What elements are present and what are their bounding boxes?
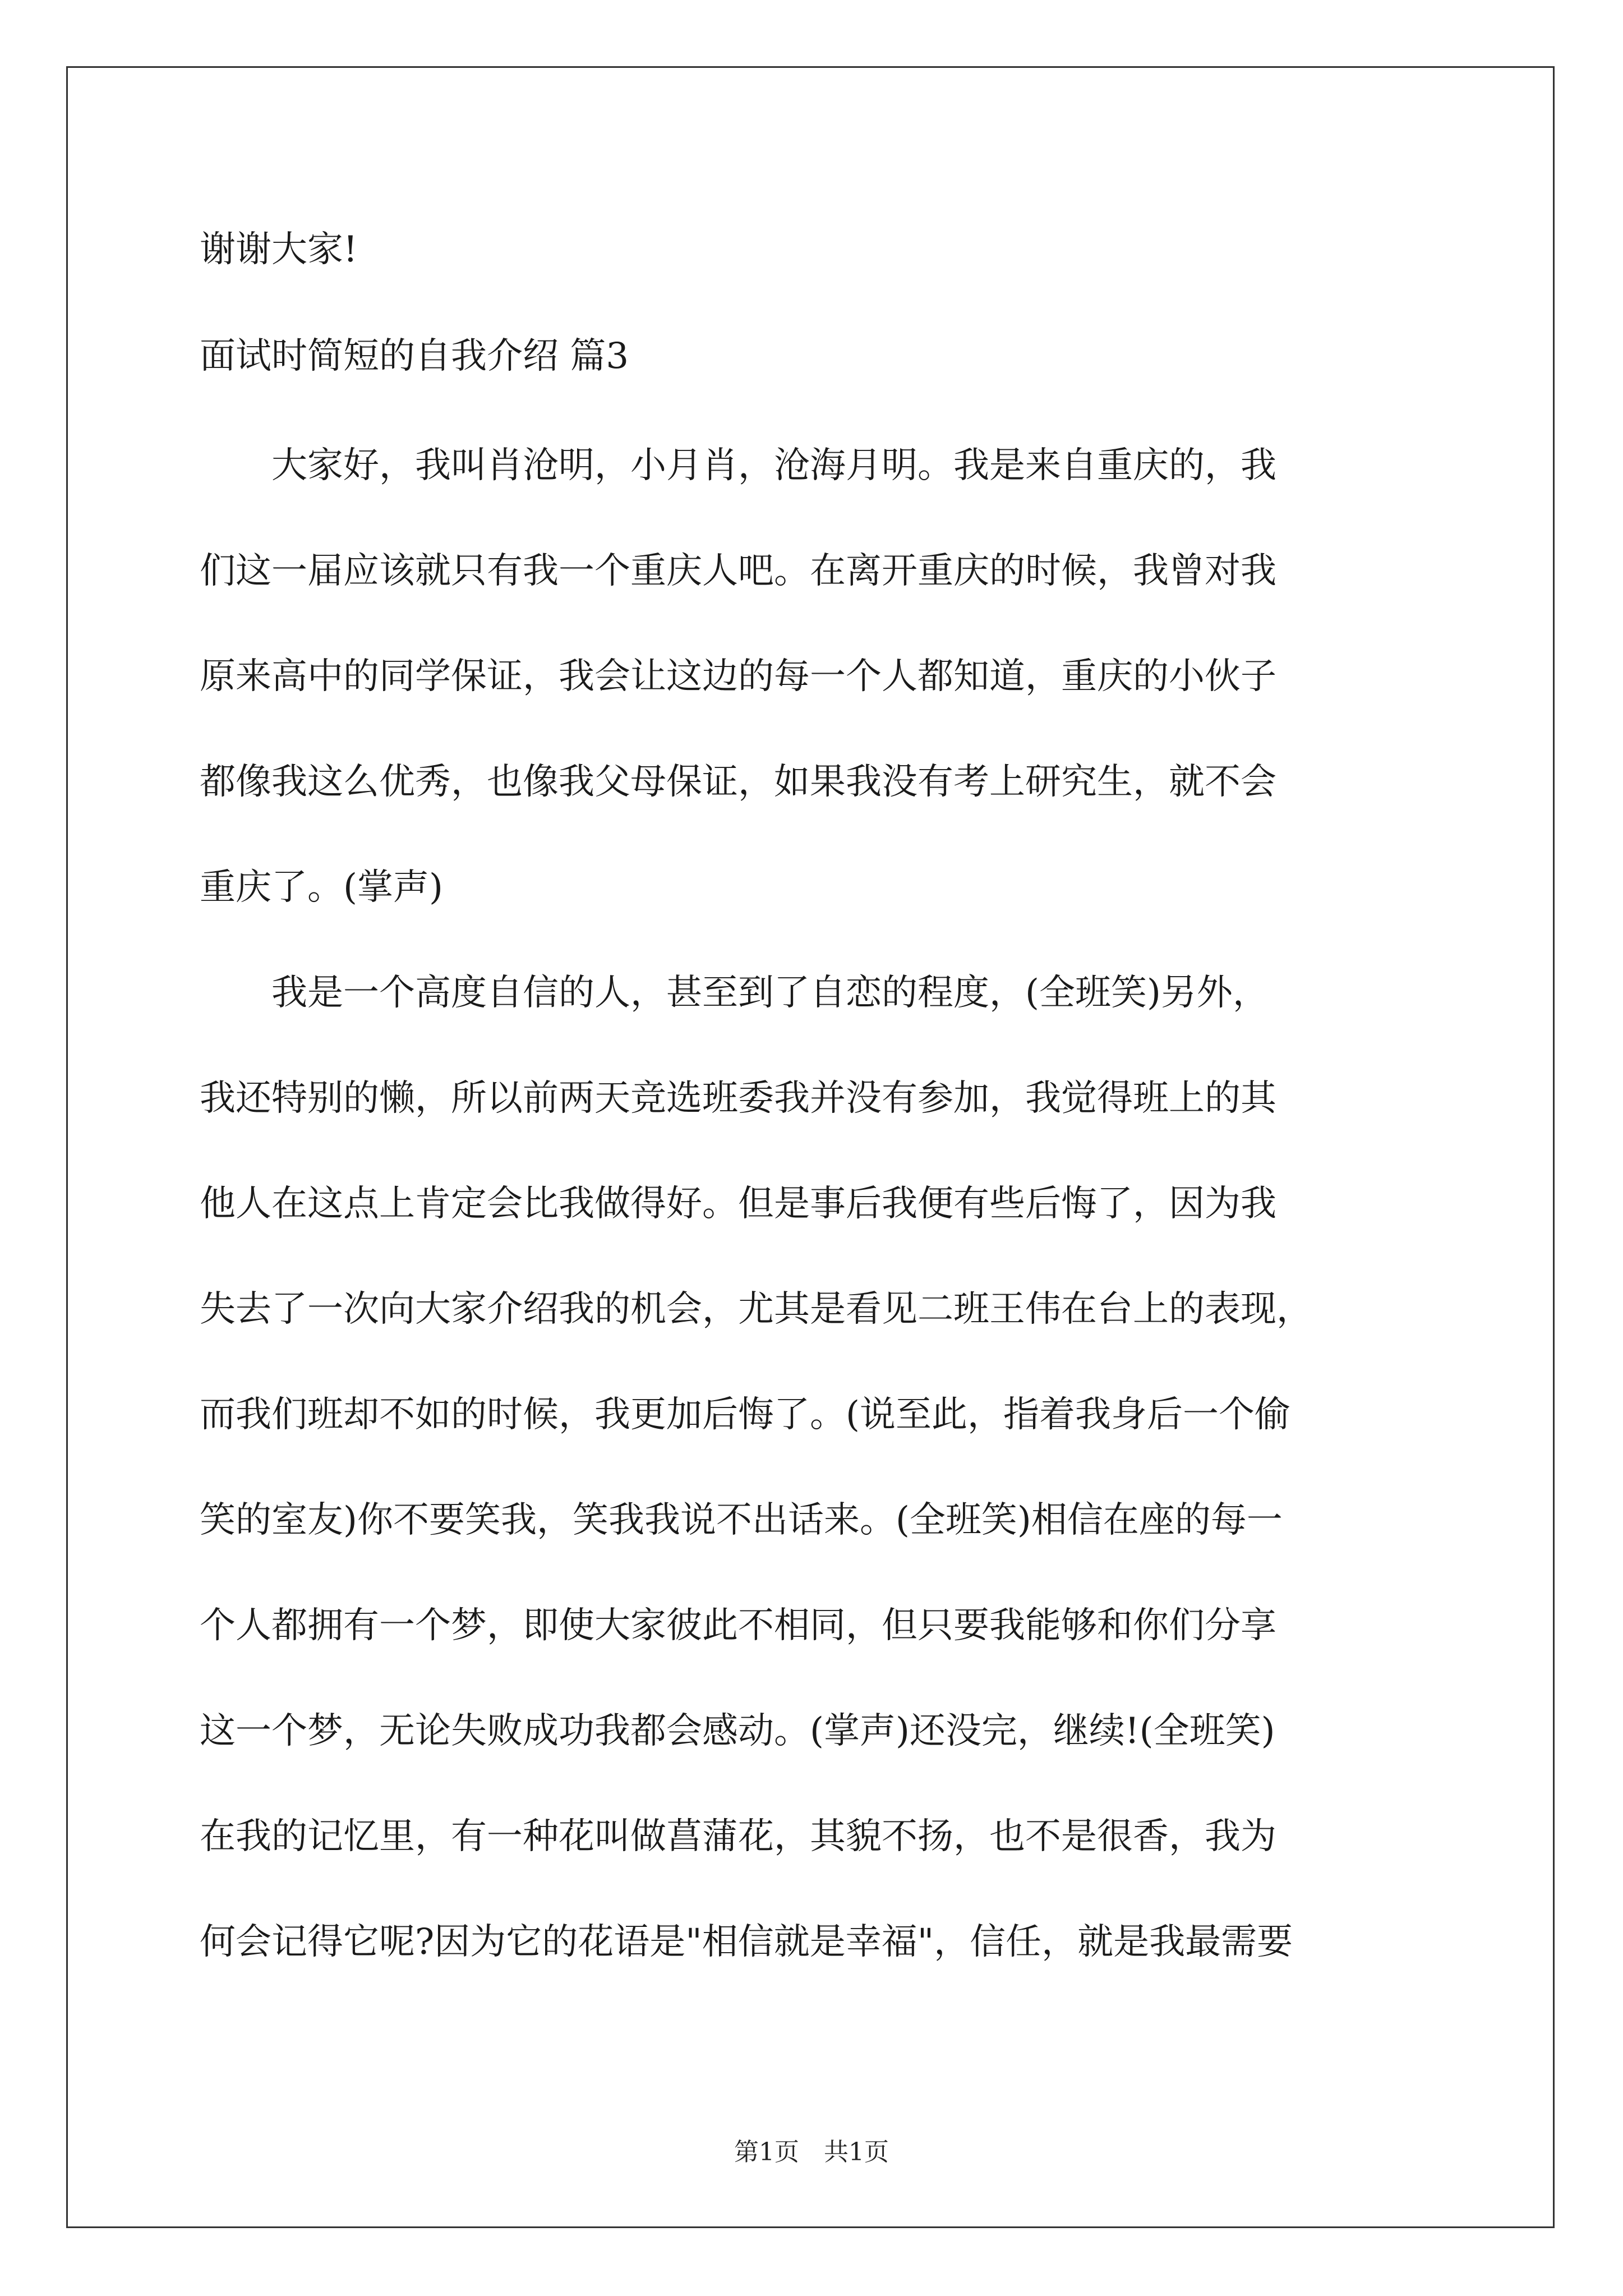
text-line: 在我的记忆里，有一种花叫做菖蒲花，其貌不扬，也不是很香，我为 <box>200 1816 1276 1857</box>
text-line: 重庆了。(掌声) <box>200 867 443 908</box>
text-line: 我还特别的懒，所以前两天竞选班委我并没有参加，我觉得班上的其 <box>200 1078 1276 1119</box>
page-border <box>66 66 1555 2228</box>
text-line: 原来高中的同学保证，我会让这边的每一个人都知道，重庆的小伙子 <box>200 656 1276 697</box>
text-line: 失去了一次向大家介绍我的机会，尤其是看见二班王伟在台上的表现， <box>200 1289 1312 1330</box>
text-line: 他人在这点上肯定会比我做得好。但是事后我便有些后悔了，因为我 <box>200 1183 1276 1225</box>
text-line: 我是一个高度自信的人，甚至到了自恋的程度，(全班笑)另外， <box>200 972 1269 1014</box>
text-line: 谢谢大家! <box>200 229 358 270</box>
page-number-footer: 第1页 共1页 <box>734 2138 889 2166</box>
text-line: 何会记得它呢?因为它的花语是"相信就是幸福"，信任，就是我最需要 <box>200 1921 1293 1963</box>
text-line: 个人都拥有一个梦，即使大家彼此不相同，但只要我能够和你们分享 <box>200 1605 1276 1646</box>
text-line: 大家好，我叫肖沧明，小月肖，沧海月明。我是来自重庆的，我 <box>200 445 1276 486</box>
section-heading: 面试时简短的自我介绍 篇3 <box>200 335 629 377</box>
text-line: 而我们班却不如的时候，我更加后悔了。(说至此，指着我身后一个偷 <box>200 1394 1290 1435</box>
text-line: 们这一届应该就只有我一个重庆人吧。在离开重庆的时候，我曾对我 <box>200 550 1276 592</box>
text-line: 这一个梦，无论失败成功我都会感动。(掌声)还没完，继续!(全班笑) <box>200 1710 1275 1752</box>
text-line: 都像我这么优秀，也像我父母保证，如果我没有考上研究生，就不会 <box>200 761 1276 803</box>
text-line: 笑的室友)你不要笑我，笑我我说不出话来。(全班笑)相信在座的每一 <box>200 1499 1283 1541</box>
